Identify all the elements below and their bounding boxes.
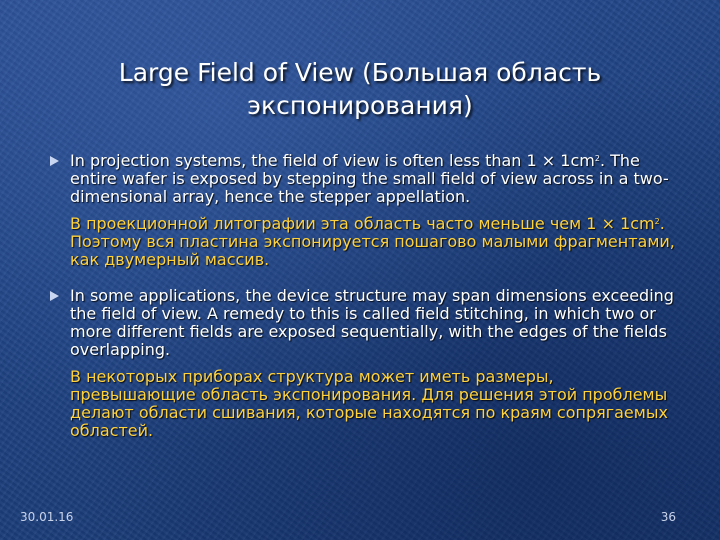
slide-body: [50, 152, 680, 440]
bullet-english-text: In projection systems, the field of view is often less than $1 \times 1cm^2$. The entire wafer is exposed by stepping the small field of view across in a two-dimensional array, hence the stepper appellation.: [70, 151, 669, 206]
slide-title: Large Field of View (Большая область экспонирования): [118, 58, 602, 120]
bullet-item: [50, 152, 680, 269]
bullet-arrow-icon: [50, 156, 59, 166]
footer-date: 30.01.16: [20, 510, 74, 524]
bullet-item: [50, 287, 680, 440]
page-number: 36: [660, 510, 676, 524]
bullet-english-text: In some applications, the device structure may span dimensions exceeding the field of view. A remedy to this is called field stitching, in which two or more different fields are exposed sequentially, with the edges of the fields overlapping.: [70, 286, 674, 359]
bullet-russian-text: В некоторых приборах структура может иметь размеры, превышающие область экспонирования. Для решения этой проблемы делают области сшивания, которые находятся по краям сопрягаемых областей.: [70, 367, 668, 440]
bullet-arrow-icon: [50, 291, 59, 301]
bullet-russian-text: В проекционной литографии эта область часто меньше чем $1 \times 1cm^2$. Поэтому вся пластина экспонируется пошагово малыми фрагментами, как двумерный массив.: [70, 214, 675, 269]
